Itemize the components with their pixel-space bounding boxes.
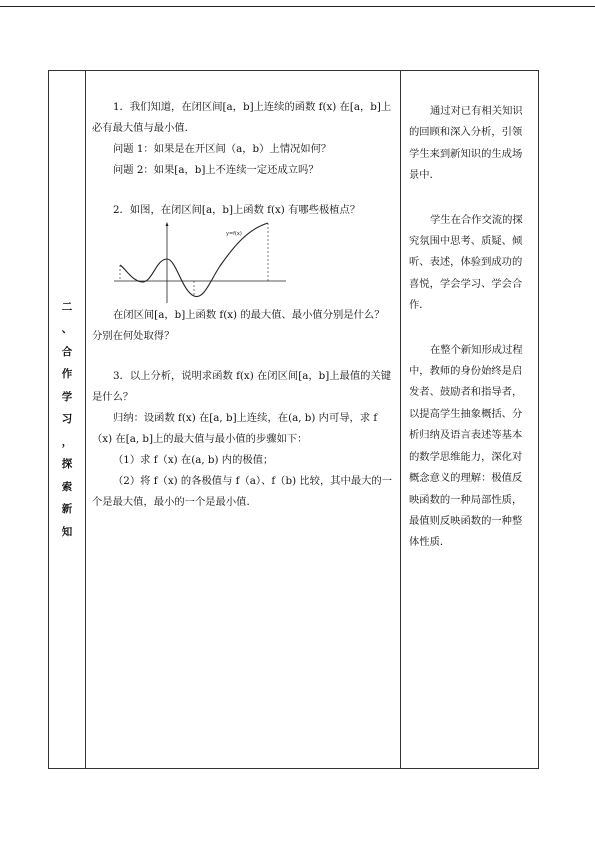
section-label-char: 学 <box>61 390 73 403</box>
note-1: 通过对已有相关知识的回顾和深入分析，引领学生来到新知识的生成场景中． <box>409 105 523 182</box>
step-1: （1）求 f（x) 在(a, b) 内的极值； <box>113 454 274 466</box>
graph-function-label: y=f(x) <box>226 231 242 237</box>
point-1: 1．我们知道，在闭区间[a，b]上连续的函数 f(x) 在[a，b]上必有最大值与最小值． <box>92 101 392 134</box>
section-label-char: 合 <box>61 345 73 358</box>
section-label-char: 、 <box>61 323 73 336</box>
section-label-char: 索 <box>61 480 73 493</box>
section-label-char: 知 <box>61 525 73 538</box>
summary: 归纳：设函数 f(x) 在[a, b]上连续，在(a, b) 内可导，求 f（x) 在[a, b]上的最大值与最小值的步骤如下： <box>92 412 378 445</box>
note-3: 在整个新知形成过程中，教师的身份始终是启发者、鼓励者和指导者，以提高学生抽象概括、分析归纳及语言表述等基本的数学思维能力，深化对概念意义的理解：极值反映函数的一种局部性质，最值则反映函数的一种整体性质． <box>409 343 523 549</box>
function-graph <box>92 221 394 305</box>
note-2: 学生在合作交流的探究氛围中思考、质疑、倾听、表述，体验到成功的喜悦，学会学习、学会合作． <box>409 213 523 312</box>
question-2: 问题 2：如果[a，b]上不连续一定还成立吗？ <box>113 164 319 176</box>
step-2: （2）将 f（x) 的各极值与 f（a）、f（b) 比较，其中最大的一个是最大值，最小的一个是最小值． <box>92 475 393 508</box>
section-label-char: 新 <box>61 503 73 516</box>
function-graph-svg <box>110 221 290 305</box>
content-cell <box>86 71 401 769</box>
header-rule <box>0 6 595 7</box>
section-label-cell <box>49 71 86 769</box>
section-label-char: ， <box>61 435 73 448</box>
section-label-char: 习 <box>61 413 73 426</box>
point-3: 3．以上分析，说明求函数 f(x) 在闭区间[a，b]上最值的关键是什么？ <box>92 370 392 403</box>
notes-cell <box>401 71 539 769</box>
section-label-char: 二 <box>61 300 73 313</box>
point-2-question: 在闭区间[a，b]上函数 f(x) 的最大值、最小值分别是什么？分别在何处取得？ <box>92 309 385 342</box>
question-1: 问题 1：如果是在开区间（a，b）上情况如何？ <box>113 143 332 155</box>
point-2: 2．如图，在闭区间[a，b]上函数 f(x) 有哪些极植点？ <box>113 204 361 216</box>
lesson-plan-table <box>48 70 539 769</box>
section-label-char: 探 <box>61 458 73 471</box>
section-label-char: 作 <box>61 368 73 381</box>
section-label <box>49 71 85 768</box>
y-axis-arrow <box>166 222 169 226</box>
